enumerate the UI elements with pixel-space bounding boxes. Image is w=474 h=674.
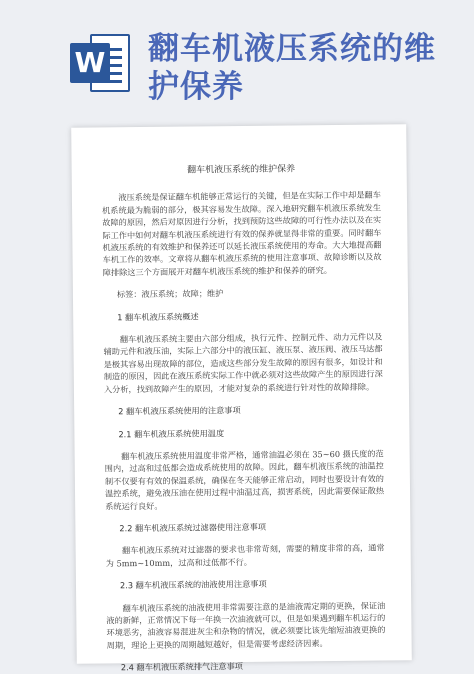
section-2-heading: 2 翻车机液压系统使用的注意事项	[118, 405, 241, 417]
section-2-2-heading: 2.2 翻车机液压系统过滤器使用注意事项	[119, 521, 267, 534]
banner	[0, 0, 474, 108]
document-title: 翻车机液压系统的维护保养	[187, 164, 296, 176]
section-2-1-heading: 2.1 翻车机液压系统使用温度	[118, 427, 225, 439]
section-2-2-paragraph: 翻车机液压系统对过滤器的要求也非常苛刻，需要的精度非常的高，通常为 5mm~10mm，过高和过低都不行。	[105, 542, 385, 569]
keywords-line: 标签：液压系统；故障；维护	[116, 288, 224, 300]
document-page	[71, 124, 412, 673]
word-w-badge: W	[70, 43, 110, 83]
section-2-3-heading: 2.3 翻车机液压系统的油液使用注意事项	[119, 578, 267, 591]
document-content	[71, 124, 412, 674]
section-2-1-paragraph: 翻车机液压系统使用温度非常严格，通常油温必须在 35~60 摄氏度的范围内，过高和过低都会造成系统使用的故障。因此，翻车机液压系统的油温控制不仅要有有效的保温系统，确保在冬天能够正常启动，同时也要设计有效的温控系统，避免液压油在使用过程中油温过高，损害系统，因此需要保证散热系统运行良好。	[104, 448, 385, 511]
section-2-4-heading: 2.4 翻车机液压系统排气注意事项	[120, 661, 243, 673]
banner-title: 翻车机液压系统的维护保养	[148, 31, 436, 105]
section-2-3-paragraph: 翻车机液压系统的油液使用非常需要注意的是油液需定期的更换，保证油液的新鲜，正常情况下每一年换一次油液就可以，但是如果遇到翻车机运行的环境恶劣，油液容易混进灰尘和杂物的情况，就必须要比该先缩短油液更换的周期，理论上更换的周期越短越好，但是需要考虑经济因素。	[106, 600, 386, 651]
section-1-paragraph: 翻车机液压系统主要由六部分组成，执行元件、控制元件、动力元件以及辅助元件和液压油，实际上六部分中的液压缸、液压泵、液压阀、液压马达都是极其容易出现故障的部位，造成这些部分发生故障的原因有很多，如设计和制造的原因，因此在液压系统实际工作中就必须对这些故障产生的原因进行深入分析，找到故障产生的原因，才能对复杂的系统进行针对性的故障排除。	[103, 331, 383, 395]
section-1-heading: 1 翻车机液压系统概述	[117, 311, 199, 322]
intro-paragraph: 液压系统是保证翻车机能够正常运行的关键，但是在实际工作中却是翻车机系统最为脆弱的部分，极其容易发生故障。深入地研究翻车机液压系统发生故障的原因，然后对原因进行分析，找到预防这些故障的可行性办法以及在实际工作中如何对翻车机液压系统进行有效的保养就显得非常的重要。同时翻车机液压系统的有效维护和保养还可以延长液压系统使用的寿命。大大地提高翻车机工作的效率。文章将从翻车机液压系统的使用注意事项、故障诊断以及故障排除这三个方面展开对翻车机液压系统的维护和保养的研究。	[102, 189, 382, 278]
word-document-icon	[70, 34, 130, 92]
